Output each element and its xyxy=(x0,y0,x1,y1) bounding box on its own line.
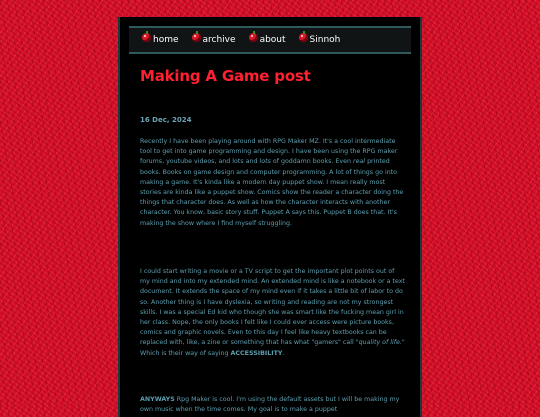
text-run: Which is their way of saying xyxy=(140,349,231,357)
nav-bar xyxy=(129,26,411,54)
post-paragraph-1 xyxy=(140,137,406,229)
nav-label-sinnoh[interactable]: Sinnoh xyxy=(309,35,341,45)
post-date: 16 Dec, 2024 xyxy=(140,116,192,124)
cherry-icon xyxy=(248,31,259,43)
text-run: printed books. Books on game design and computer programming. A lot of things go into making a game. It's kinda like a modern day puppet show. I mean really most stories are kinda like a puppet show. Comics show the reader a character doing the things that character does. As well as how the character interacts with another character. You know, basic story stuff. Puppet A says this. Puppet B does that. It's making the show where I find myself struggling. xyxy=(140,158,404,227)
post-title: Making A Game post xyxy=(140,67,311,85)
strong-text: ACCESSIBILITY xyxy=(230,349,283,357)
text-run: of goddamn books. Even xyxy=(270,158,353,166)
post-paragraph-3 xyxy=(140,395,406,415)
nav-item-about[interactable] xyxy=(248,34,286,46)
emphasis-text: "quality of life." xyxy=(355,339,405,347)
content-panel xyxy=(118,17,422,417)
nav-label-about[interactable]: about xyxy=(259,35,286,45)
text-run: I could start writing a movie or a TV script to get the important plot points out of my mind and into my extended mind. An extended mind is like a notebook or a text document. It extends the space of my mind even if it takes a little bit of labor to do so. Another thing is I have dyslexia, so writing and reading are not my strongest skills. I was a special Ed kid who though she was smart like the fucking mean girl in her class. Nope, the only books I felt like I could ever access were picture books, comics and graphic novels. Even to this day I feel like heavy textbooks can be replaced with, like, a zine or something that has what "gamers" call xyxy=(140,268,405,347)
emphasis-text: real xyxy=(352,158,366,166)
nav-item-sinnoh[interactable] xyxy=(298,34,341,46)
text-run: . xyxy=(282,349,285,357)
text-run: Rpg Maker is cool. I'm using the default assets but I will be making my own music when the time comes. My goal is to make a puppet xyxy=(140,396,400,414)
nav-item-home[interactable] xyxy=(141,34,179,46)
strong-text: ANYWAYS xyxy=(140,396,175,403)
nav-label-archive[interactable]: archive xyxy=(202,35,236,45)
cherry-icon xyxy=(141,31,152,43)
post-paragraph-2 xyxy=(140,267,406,359)
text-run: Recently I have been playing around with RPG Maker MZ. It's a cool intermediate tool to get into game programming and design. I have been using the RPG maker forums, youtube videos, and lots and xyxy=(140,138,398,166)
nav-item-archive[interactable] xyxy=(191,34,236,46)
emphasis-text: lots xyxy=(259,158,271,166)
cherry-icon xyxy=(298,31,309,43)
cherry-icon xyxy=(191,31,202,43)
nav-label-home[interactable]: home xyxy=(153,35,179,45)
